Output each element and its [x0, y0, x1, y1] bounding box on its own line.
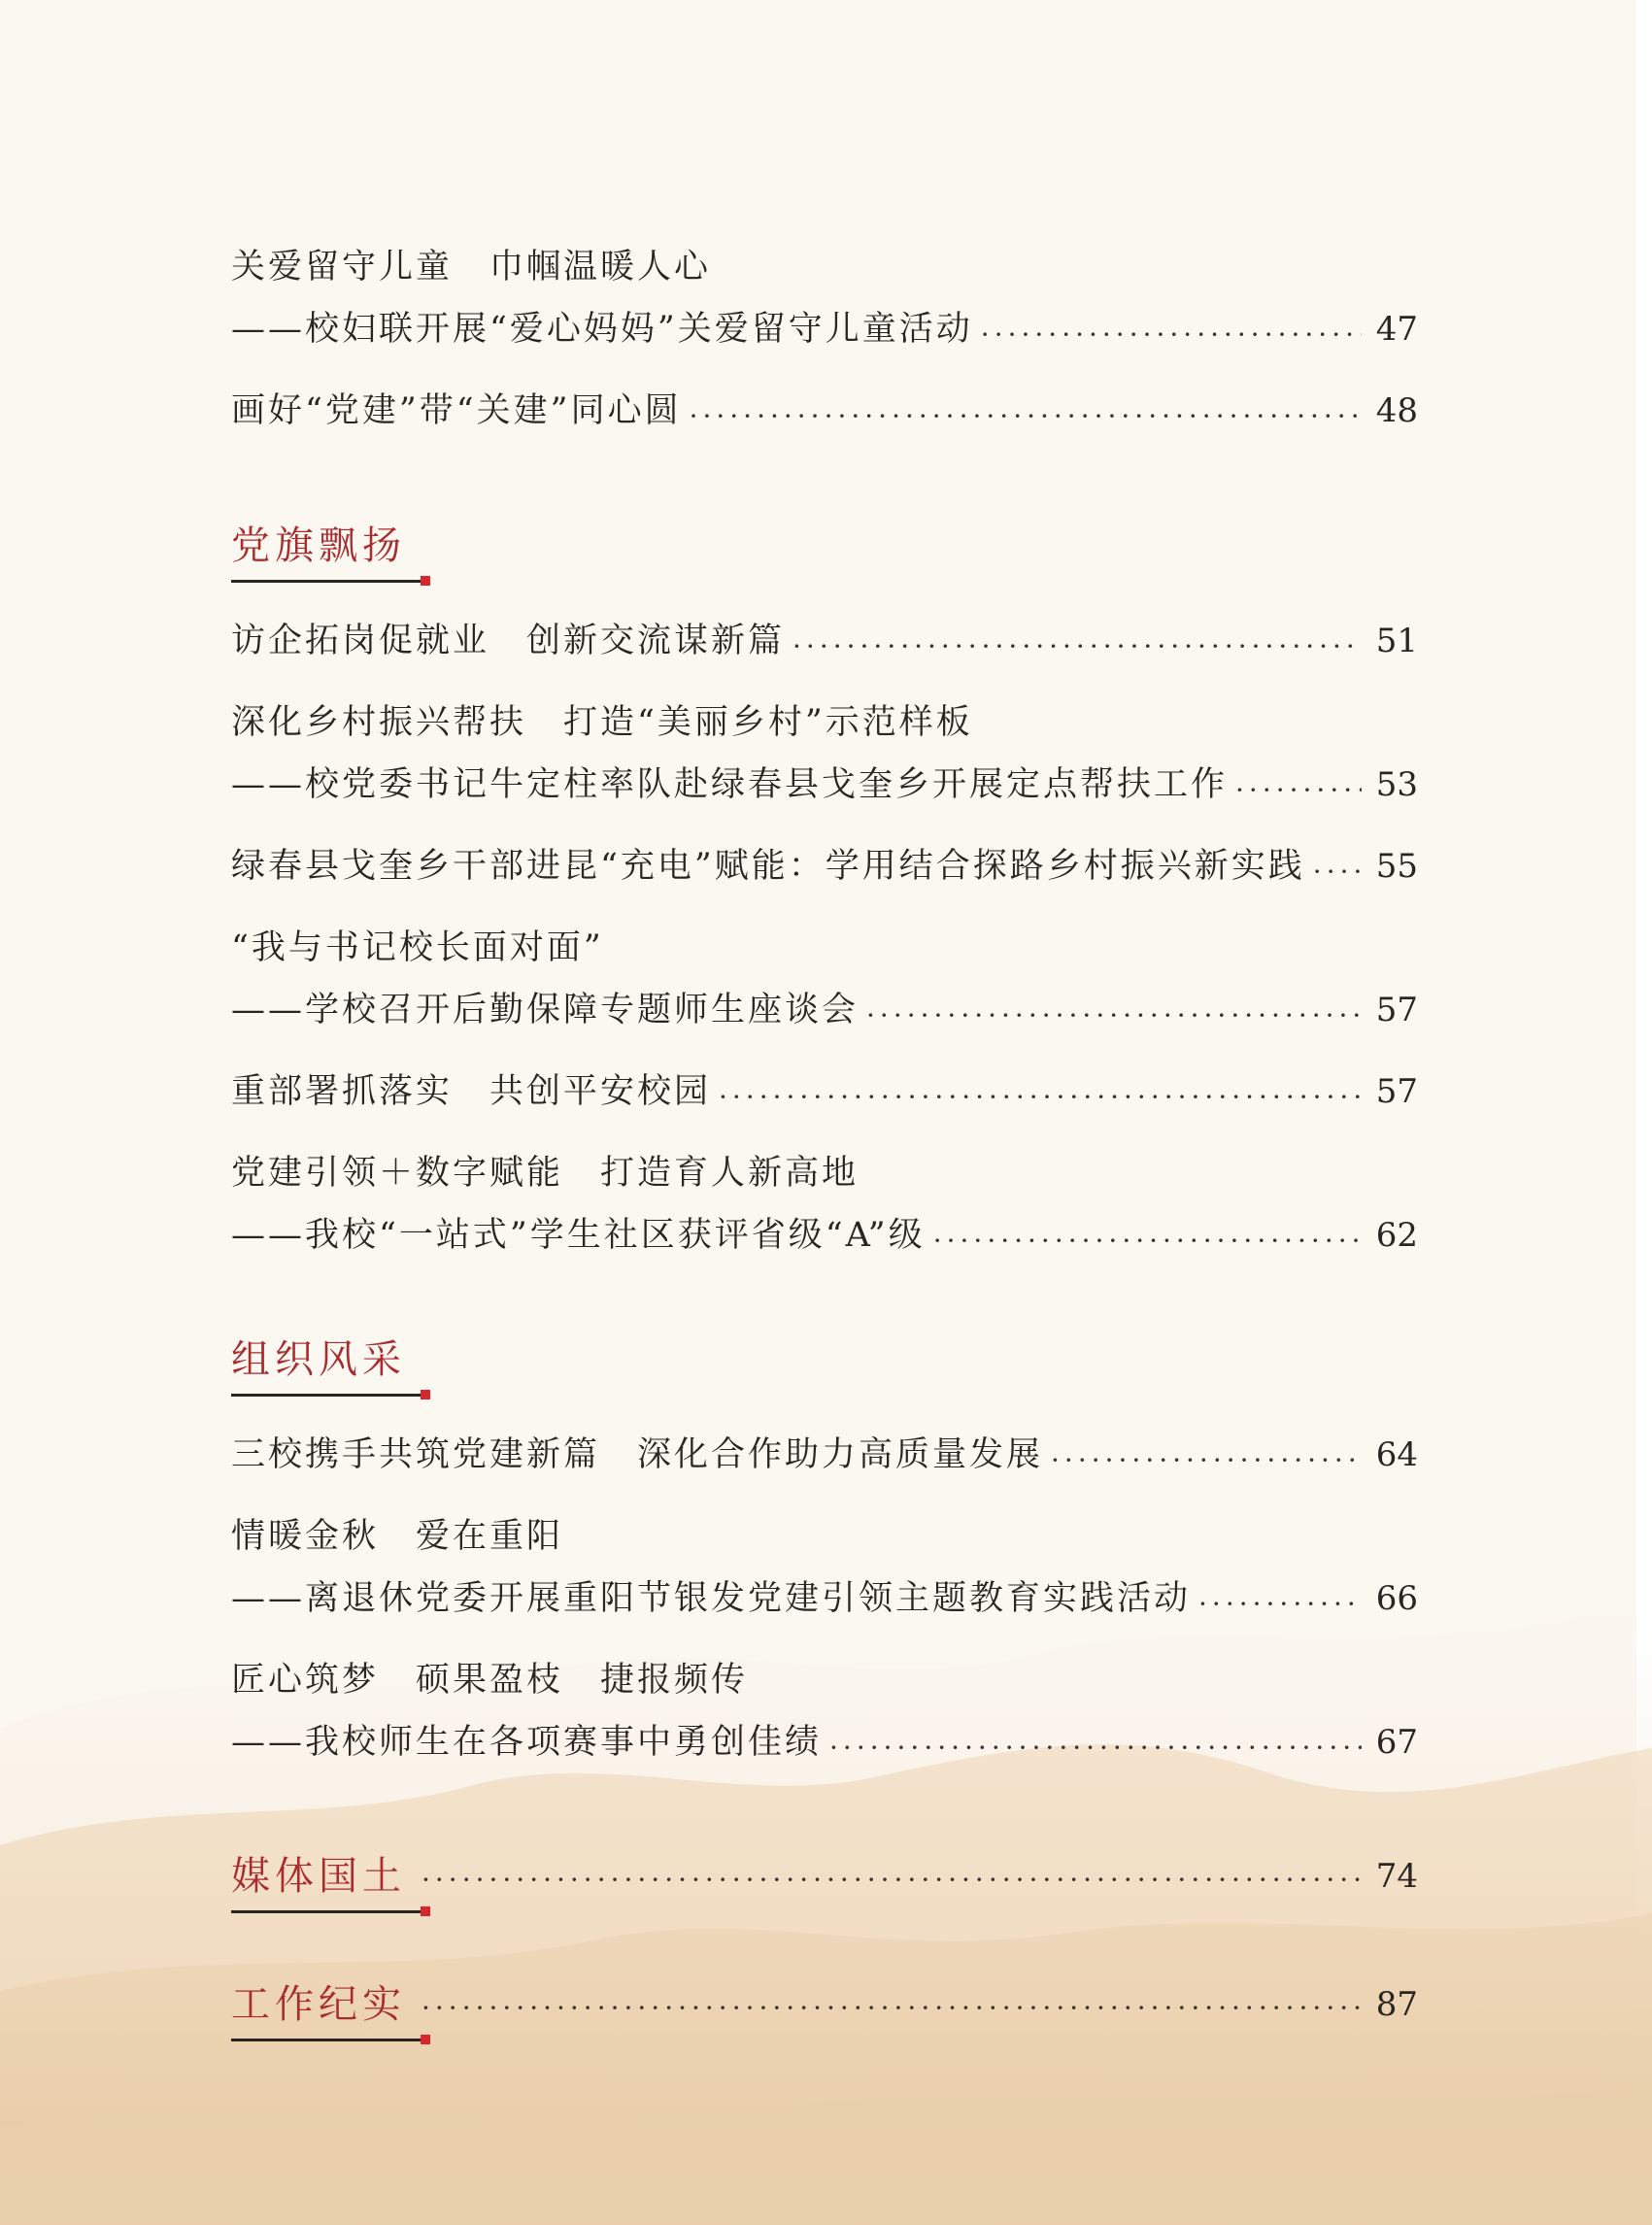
- page-number: 66: [1375, 1579, 1418, 1618]
- toc-entry-text: 深化乡村振兴帮扶 打造“美丽乡村”示范样板: [231, 703, 973, 742]
- toc-entry-subtitle[interactable]: [231, 1208, 1418, 1263]
- toc-entry-title[interactable]: [231, 614, 1418, 668]
- page-number: 74: [1375, 1857, 1418, 1896]
- dot-leader: [933, 1220, 1362, 1263]
- dot-leader: [690, 395, 1362, 438]
- section-heading[interactable]: [231, 1845, 1418, 1913]
- section-heading[interactable]: [231, 515, 1418, 583]
- toc-entry-title[interactable]: [231, 1653, 1418, 1707]
- toc-entry-text: ——我校“一站式”学生社区获评省级“A”级: [231, 1216, 926, 1255]
- toc-entry-text: ——校党委书记牛定柱率队赴绿春县戈奎乡开展定点帮扶工作: [231, 765, 1229, 804]
- section-title: 组织风采: [231, 1337, 406, 1382]
- page-number: 48: [1375, 391, 1418, 430]
- toc-entry-subtitle[interactable]: [231, 302, 1418, 356]
- toc-entry-text: “我与书记校长面对面”: [231, 928, 604, 967]
- section-accent-mark: [421, 576, 430, 586]
- toc-entry-text: 访企拓岗促就业 创新交流谋新篇: [231, 622, 786, 660]
- toc-entry-text: 关爱留守儿童 巾帼温暖人心: [231, 248, 712, 287]
- section-accent-mark: [421, 1906, 430, 1916]
- toc-entry-subtitle[interactable]: [231, 1715, 1418, 1770]
- dot-leader: [421, 1987, 1363, 2030]
- page-number: 51: [1375, 622, 1418, 660]
- toc-entry-title[interactable]: [231, 921, 1418, 975]
- toc-entry-text: 画好“党建”带“关建”同心圆: [231, 391, 682, 430]
- page-number: 64: [1375, 1435, 1418, 1474]
- section-title: 党旗飘扬: [231, 523, 406, 568]
- dot-leader: [1198, 1583, 1362, 1626]
- page-number: 62: [1375, 1216, 1418, 1255]
- toc-entry-text: 重部署抓落实 共创平安校园: [231, 1072, 712, 1111]
- dot-leader: [866, 995, 1362, 1037]
- toc-entry-title[interactable]: [231, 695, 1418, 750]
- section-underline: [231, 1910, 430, 1913]
- toc-entry-text: 三校携手共筑党建新篇 深化合作助力高质量发展: [231, 1435, 1044, 1474]
- toc-entry-subtitle[interactable]: [231, 1571, 1418, 1626]
- toc-entry-text: 党建引领＋数字赋能 打造育人新高地: [231, 1154, 860, 1193]
- toc-entry-text: 绿春县戈奎乡干部进昆“充电”赋能：学用结合探路乡村振兴新实践: [231, 847, 1305, 886]
- page-number: 47: [1375, 310, 1418, 349]
- toc-entry-subtitle[interactable]: [231, 758, 1418, 812]
- page-number: 55: [1375, 847, 1418, 886]
- toc-entry-title[interactable]: [231, 1428, 1418, 1482]
- dot-leader: [1313, 851, 1362, 893]
- dot-leader: [1051, 1439, 1362, 1482]
- toc-entry-text: ——学校召开后勤保障专题师生座谈会: [231, 991, 860, 1029]
- dot-leader: [421, 1859, 1363, 1902]
- toc-entry-subtitle[interactable]: [231, 983, 1418, 1037]
- page-number: 57: [1375, 1072, 1418, 1111]
- section-underline: [231, 1394, 430, 1397]
- dot-leader: [1235, 769, 1362, 812]
- section-title: 工作纪实: [231, 1982, 406, 2027]
- section-title: 媒体国土: [231, 1854, 406, 1899]
- dot-leader: [829, 1727, 1362, 1770]
- section-heading[interactable]: [231, 1329, 1418, 1397]
- page-number: 67: [1375, 1723, 1418, 1762]
- page-number: 53: [1375, 765, 1418, 804]
- toc-entry-title[interactable]: [231, 1146, 1418, 1200]
- toc-entry-title[interactable]: [231, 384, 1418, 438]
- section-underline: [231, 2039, 430, 2041]
- toc-entry-title[interactable]: [231, 1064, 1418, 1119]
- dot-leader: [981, 314, 1362, 356]
- toc-entry-text: 情暖金秋 爱在重阳: [231, 1517, 564, 1556]
- toc-entry-title[interactable]: [231, 240, 1418, 294]
- page-number: 87: [1375, 1985, 1418, 2024]
- toc-entry-text: 匠心筑梦 硕果盈枝 捷报频传: [231, 1661, 749, 1700]
- toc-entry-text: ——我校师生在各项赛事中勇创佳绩: [231, 1723, 823, 1762]
- section-underline: [231, 580, 430, 583]
- dot-leader: [792, 625, 1362, 668]
- section-heading[interactable]: [231, 1973, 1418, 2041]
- toc-entry-text: ——校妇联开展“爱心妈妈”关爱留守儿童活动: [231, 310, 973, 349]
- section-accent-mark: [421, 2035, 430, 2044]
- section-accent-mark: [421, 1390, 430, 1399]
- toc-entry-text: ——离退休党委开展重阳节银发党建引领主题教育实践活动: [231, 1579, 1192, 1618]
- toc-entry-title[interactable]: [231, 1509, 1418, 1564]
- toc-entry-title[interactable]: [231, 839, 1418, 893]
- page-number: 57: [1375, 991, 1418, 1029]
- dot-leader: [719, 1076, 1362, 1119]
